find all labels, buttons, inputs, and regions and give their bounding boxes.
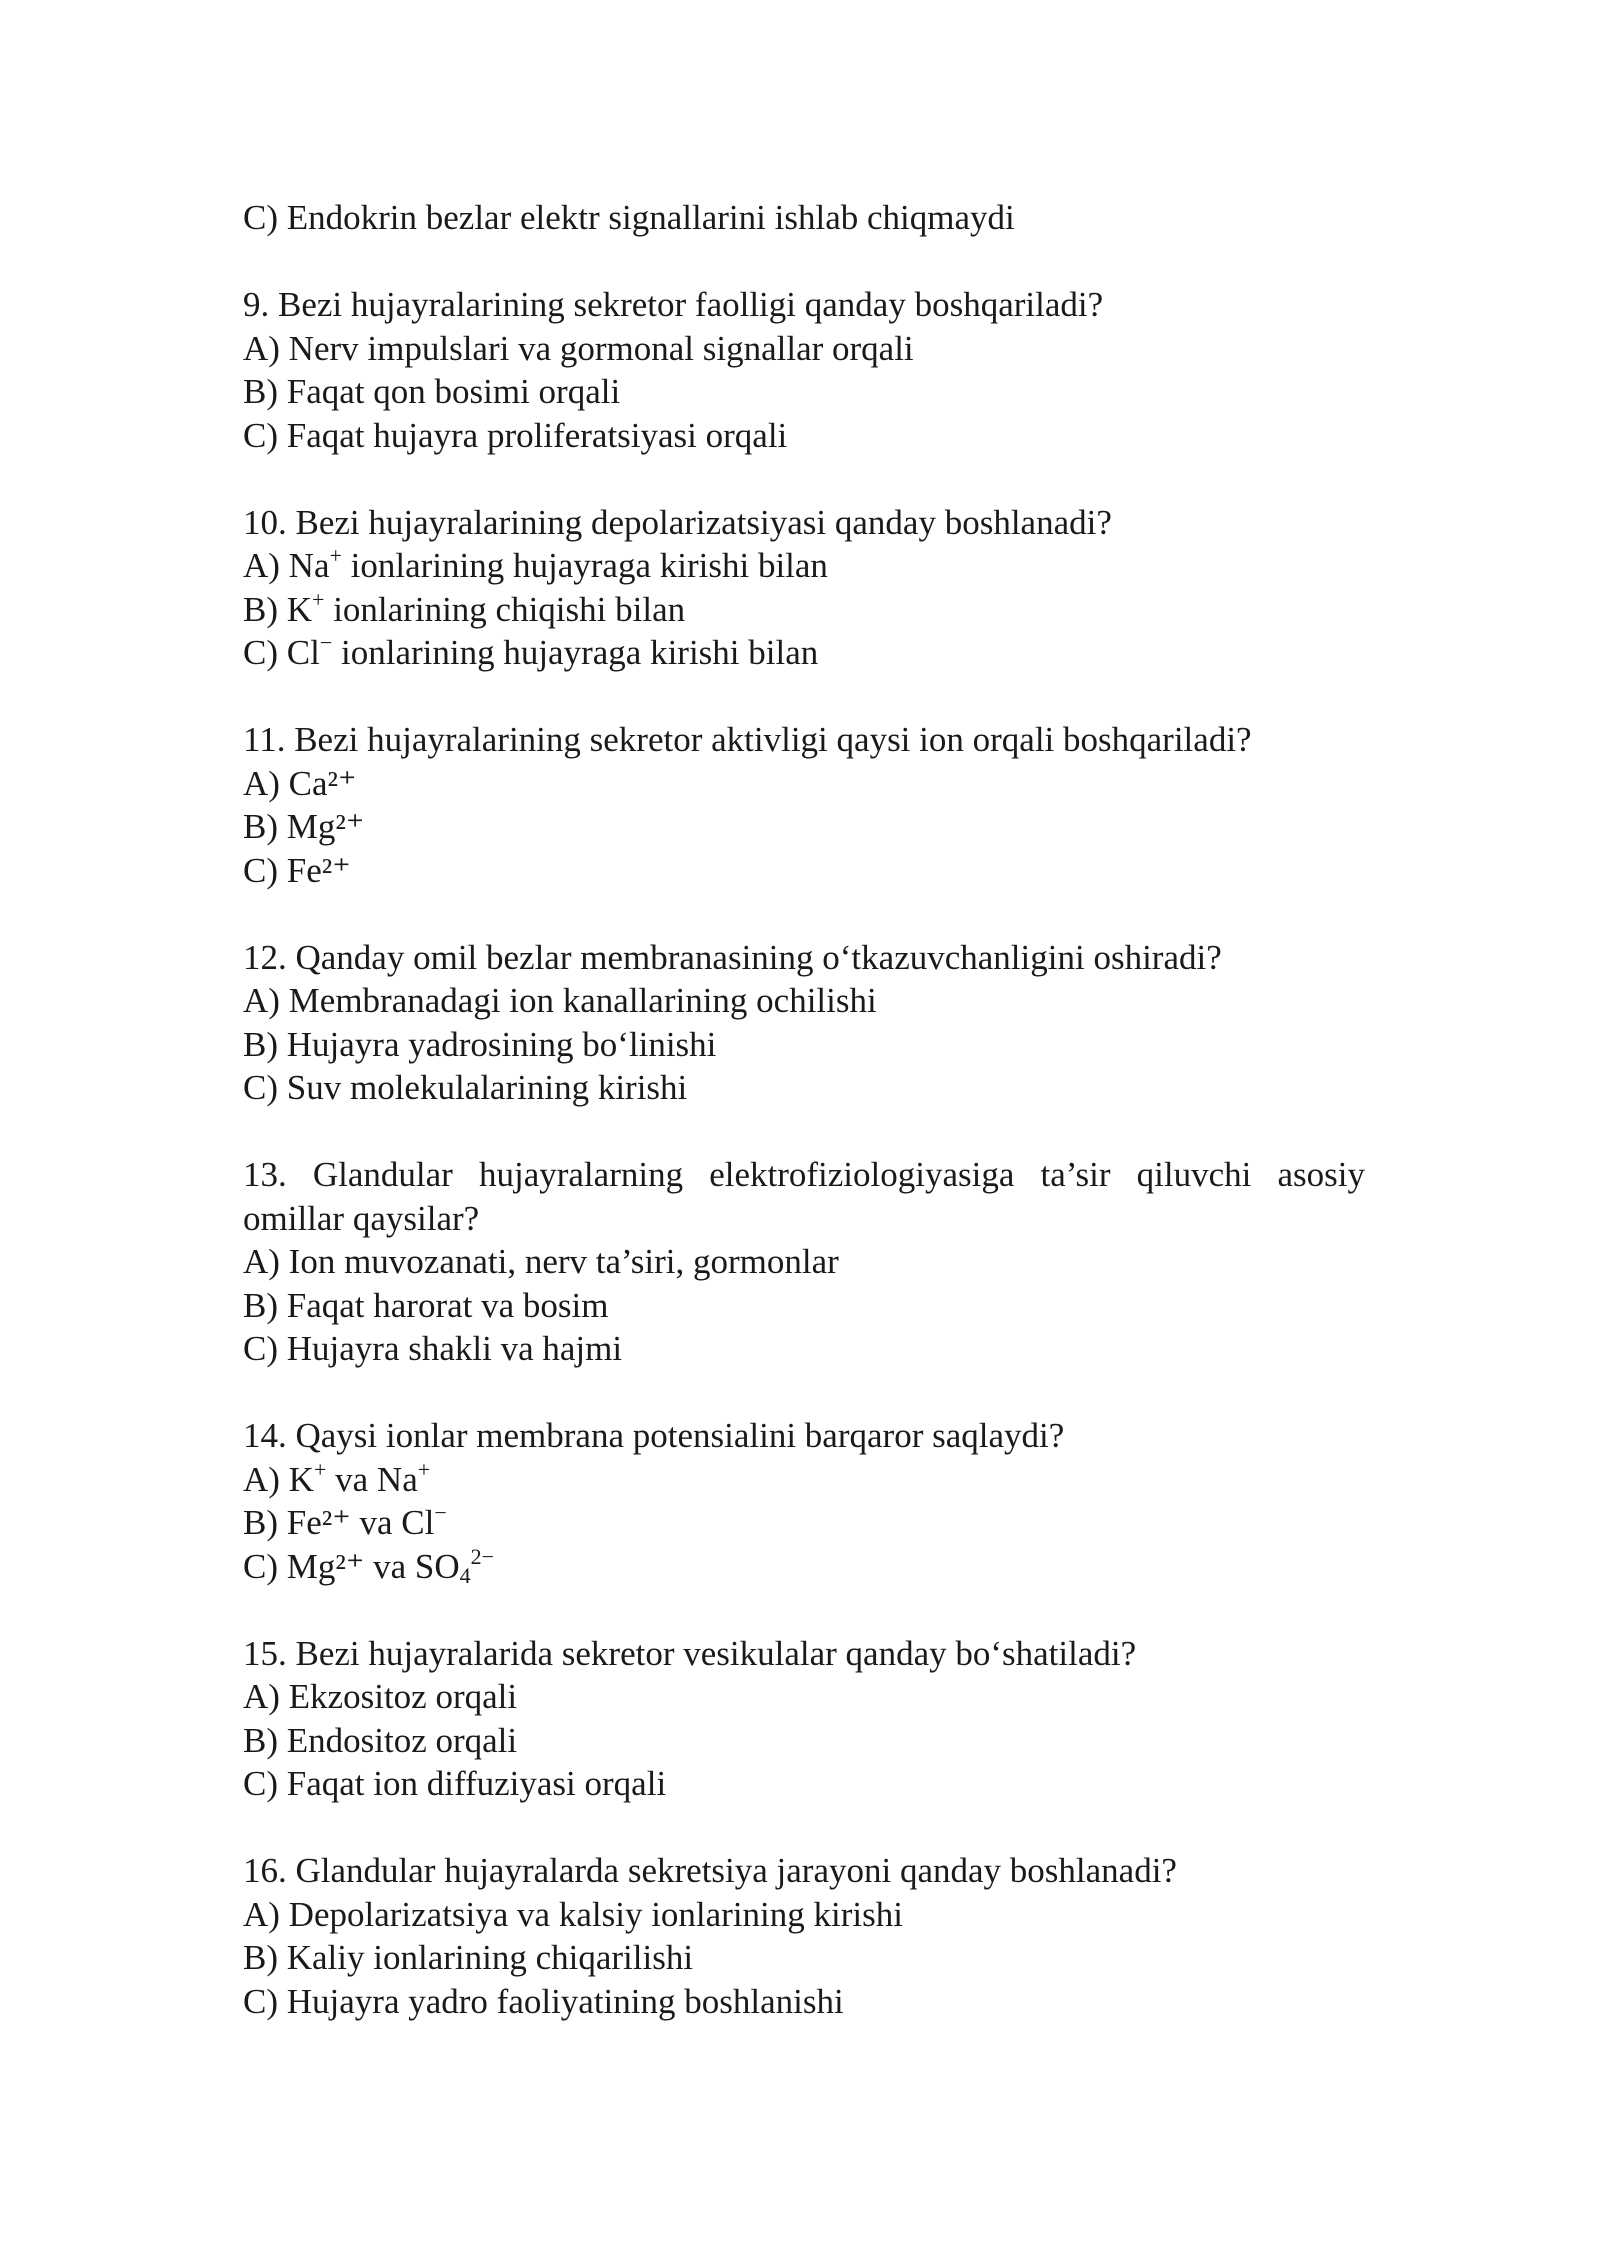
option-text: A) K+ va Na+ (243, 1456, 431, 1499)
question-text: 12. Qanday omil bezlar membranasining o‘tkazuvchanligini oshiradi? (243, 937, 1222, 977)
question-text: 9. Bezi hujayralarining sekretor faolligi qanday boshqariladi? (243, 285, 1104, 324)
option-text: A) Ion muvozanati, nerv ta’siri, gormonlar (243, 1242, 839, 1281)
option-text: B) Mg²⁺ (243, 807, 365, 846)
question-text: 15. Bezi hujayralarida sekretor vesikulalar qanday bo‘shatiladi? (243, 1633, 1137, 1673)
option-text: C) Suv molekulalarining kirishi (243, 1068, 688, 1107)
question-text: 16. Glandular hujayralarda sekretsiya jarayoni qanday boshlanadi? (243, 1851, 1177, 1890)
option-text: C) Fe²⁺ (243, 850, 351, 890)
question-block (243, 1153, 1365, 1371)
question-block (243, 1849, 1365, 2023)
question-list (243, 196, 1365, 2023)
question-block (243, 501, 1365, 675)
option-text: C) Mg²⁺ va $SO_4^{2-}$ (243, 1543, 495, 1588)
option-text: B) Faqat harorat va bosim (243, 1285, 609, 1325)
question-text: 11. Bezi hujayralarining sekretor aktivligi qaysi ion orqali boshqariladi? (243, 720, 1252, 759)
question-text: 14. Qaysi ionlar membrana potensialini barqaror saqlaydi? (243, 1416, 1065, 1455)
question-block (243, 1632, 1365, 1806)
question-block (243, 283, 1365, 457)
question-block (243, 1414, 1365, 1588)
option-text: A) Na+ ionlarining hujayraga kirishi bilan (243, 543, 828, 585)
option-text: A) Depolarizatsiya va kalsiy ionlarining kirishi (243, 1894, 903, 1934)
option-text: C) Endokrin bezlar elektr signallarini ishlab chiqmaydi (243, 198, 1015, 237)
option-text: C) Hujayra yadro faoliyatining boshlanishi (243, 1981, 844, 2021)
option-text: C) Cl− ionlarining hujayraga kirishi bilan (243, 630, 819, 672)
option-text: C) Faqat hujayra proliferatsiyasi orqali (243, 415, 788, 455)
option-text: A) Membranadagi ion kanallarining ochilishi (243, 981, 877, 1020)
option-text: A) Ekzositoz orqali (243, 1677, 518, 1716)
option-text: B) K+ ionlarining chiqishi bilan (243, 586, 686, 629)
option-text: A) Ca²⁺ (243, 763, 357, 803)
option-text: B) Endositoz orqali (243, 1720, 518, 1760)
question-text: 13. Glandular hujayralarning elektrofiziologiyasiga ta’sir qiluvchi asosiy omillar qaysilar? (243, 1155, 1365, 1238)
option-text: B) Hujayra yadrosining bo‘linishi (243, 1024, 717, 1064)
option-text: C) Faqat ion diffuziyasi orqali (243, 1764, 667, 1803)
option-text: A) Nerv impulslari va gormonal signallar orqali (243, 328, 914, 368)
question-block (243, 936, 1365, 1110)
question-text: 10. Bezi hujayralarining depolarizatsiyasi qanday boshlanadi? (243, 502, 1112, 542)
option-text: C) Hujayra shakli va hajmi (243, 1329, 623, 1368)
option-text: B) Kaliy ionlarining chiqarilishi (243, 1938, 694, 1977)
option-text: B) Faqat qon bosimi orqali (243, 372, 621, 411)
option-text: B) Fe²⁺ va Cl− (243, 1500, 447, 1542)
question-block (243, 718, 1365, 892)
